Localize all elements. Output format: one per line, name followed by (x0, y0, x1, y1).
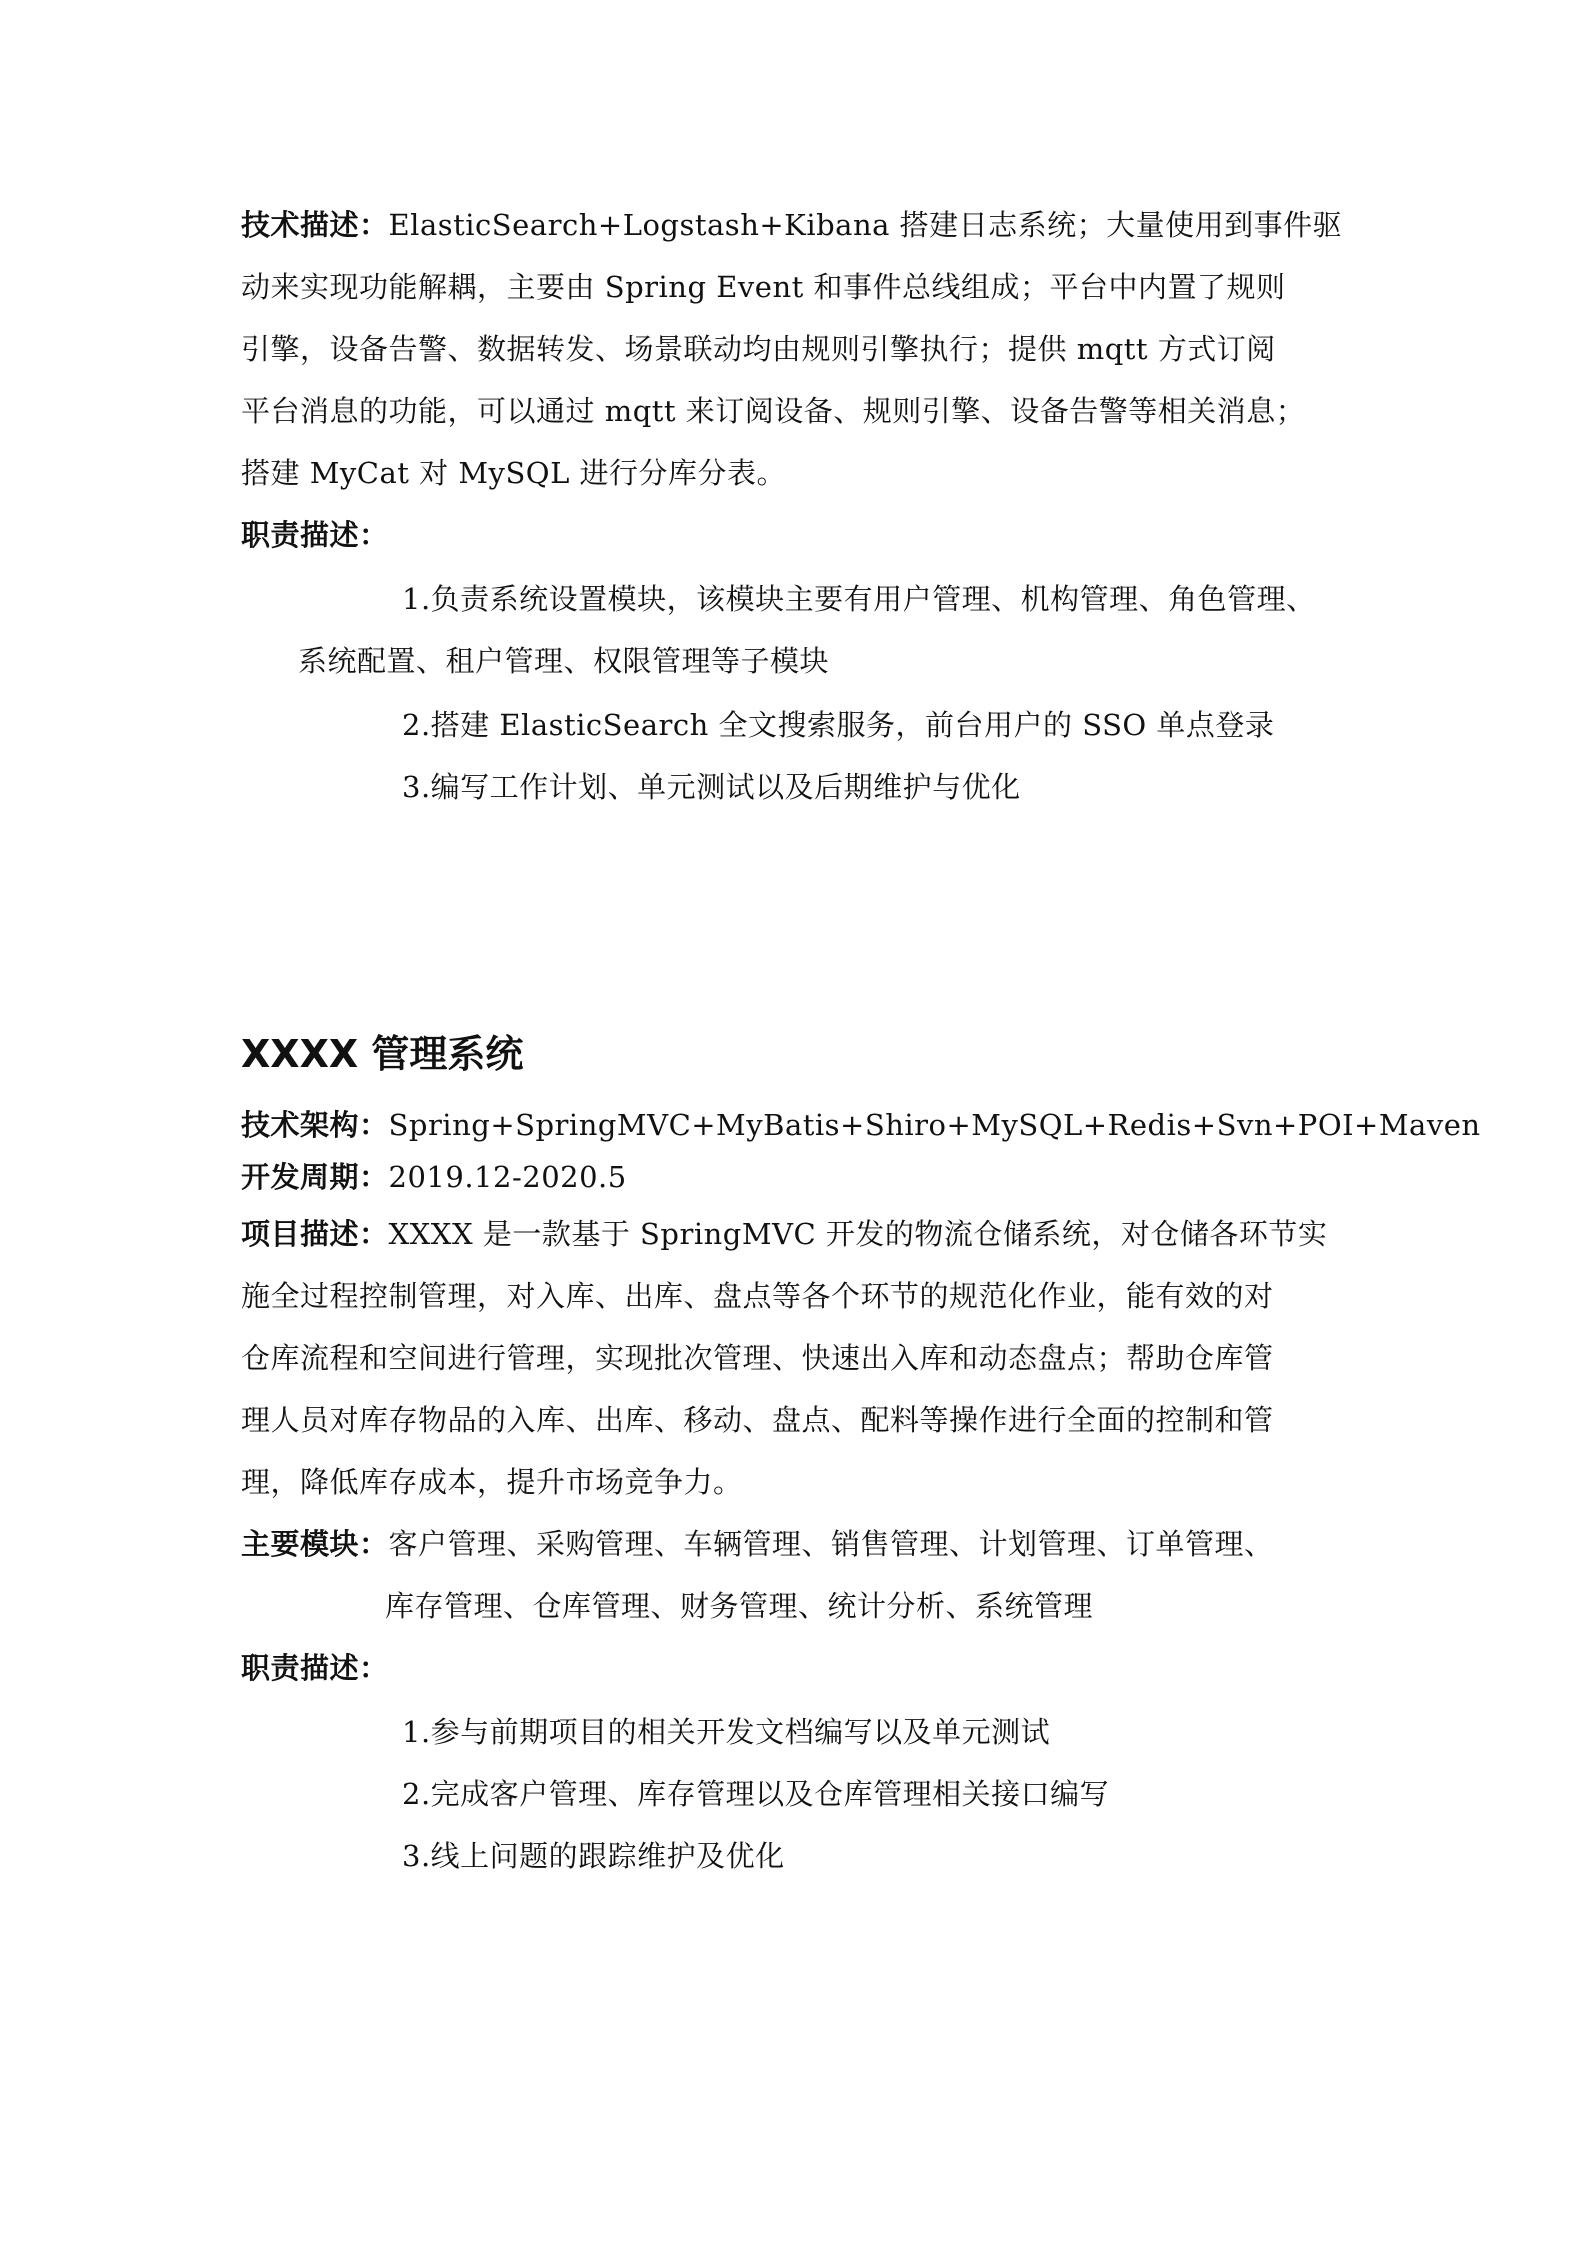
proj-desc-line-4: 理人员对库存物品的入库、出库、移动、盘点、配料等操作进行全面的控制和管 (241, 1403, 1274, 1437)
arch-value: Spring+SpringMVC+MyBatis+Shiro+MySQL+Redis+Svn+POI+Maven (388, 1108, 1481, 1142)
tech-desc-label: 技术描述： (241, 208, 389, 242)
duty-label-text-2: 职责描述： (241, 1651, 389, 1685)
proj-desc-line-1 (241, 1214, 1356, 1254)
duty-label-1 (241, 515, 1356, 555)
duty-item-3: 3.编写工作计划、单元测试以及后期维护与优化 (402, 770, 1021, 804)
proj-desc-label: 项目描述： (241, 1217, 389, 1251)
duty2-item-3: 3.线上问题的跟踪维护及优化 (402, 1839, 785, 1873)
period-label: 开发周期： (241, 1160, 389, 1194)
tech-desc-line-4: 平台消息的功能，可以通过 mqtt 来订阅设备、规则引擎、设备告警等相关消息； (241, 394, 1306, 428)
duty-item-1-cont: 系统配置、租户管理、权限管理等子模块 (298, 644, 830, 678)
project-title: XXXX 管理系统 (241, 1032, 524, 1076)
tech-desc-line-5: 搭建 MyCat 对 MySQL 进行分库分表。 (241, 456, 787, 490)
modules-text: 客户管理、采购管理、车辆管理、销售管理、计划管理、订单管理、 (388, 1527, 1274, 1561)
period-value: 2019.12-2020.5 (388, 1160, 627, 1194)
proj-desc-text: XXXX 是一款基于 SpringMVC 开发的物流仓储系统，对仓储各环节实 (388, 1217, 1328, 1251)
proj-desc-line-5: 理，降低库存成本，提升市场竞争力。 (241, 1465, 743, 1499)
tech-desc-line-1 (241, 205, 1356, 245)
duty-item-2: 2.搭建 ElasticSearch 全文搜索服务，前台用户的 SSO 单点登录 (402, 708, 1275, 742)
period-line (241, 1157, 1356, 1197)
duty-item-1: 1.负责系统设置模块，该模块主要有用户管理、机构管理、角色管理、 (402, 582, 1316, 616)
tech-desc-line-2: 动来实现功能解耦，主要由 Spring Event 和事件总线组成；平台中内置了规则 (241, 270, 1286, 304)
arch-line (241, 1105, 1481, 1145)
modules-line-1 (241, 1524, 1356, 1564)
duty2-item-2: 2.完成客户管理、库存管理以及仓库管理相关接口编写 (402, 1777, 1110, 1811)
duty-label-2 (241, 1648, 1356, 1688)
modules-line-2: 库存管理、仓库管理、财务管理、统计分析、系统管理 (385, 1589, 1094, 1623)
tech-desc-line-3: 引擎，设备告警、数据转发、场景联动均由规则引擎执行；提供 mqtt 方式订阅 (241, 332, 1276, 366)
modules-label: 主要模块： (241, 1527, 389, 1561)
tech-desc-text: ElasticSearch+Logstash+Kibana 搭建日志系统；大量使用到事件驱 (388, 208, 1343, 242)
proj-desc-line-3: 仓库流程和空间进行管理，实现批次管理、快速出入库和动态盘点；帮助仓库管 (241, 1341, 1274, 1375)
proj-desc-line-2: 施全过程控制管理，对入库、出库、盘点等各个环节的规范化作业，能有效的对 (241, 1279, 1274, 1313)
duty-label-text: 职责描述： (241, 518, 389, 552)
arch-label: 技术架构： (241, 1108, 389, 1142)
duty2-item-1: 1.参与前期项目的相关开发文档编写以及单元测试 (402, 1715, 1051, 1749)
